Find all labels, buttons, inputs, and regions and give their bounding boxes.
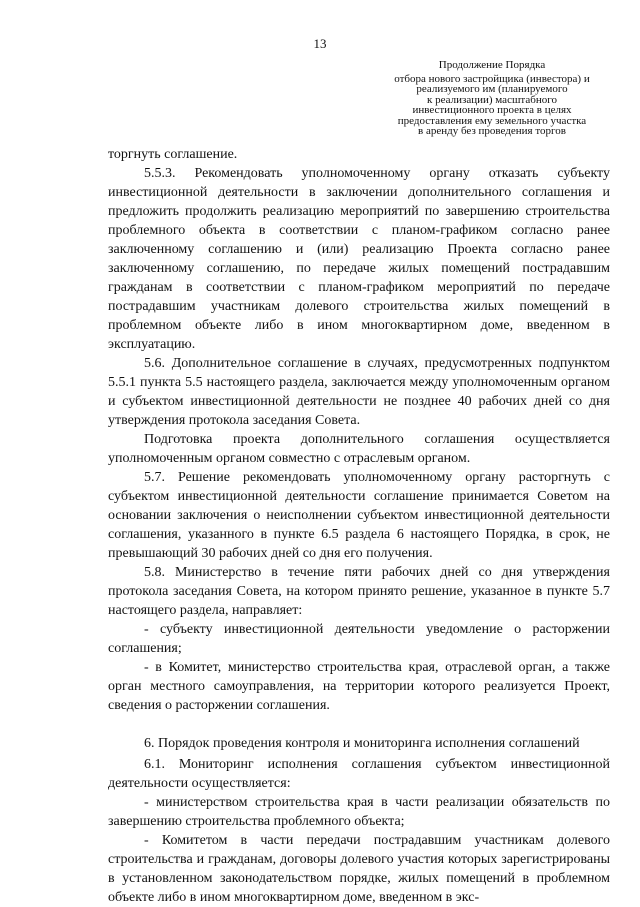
- paragraph-6-1: 6.1. Мониторинг исполнения соглашения субъектом инвестиционной деятельности осуществляется:: [108, 757, 610, 791]
- paragraph-5-6: 5.6. Дополнительное соглашение в случаях, предусмотренных подпунктом 5.5.1 пункта 5.5 настоящего раздела, заключается между уполномоченным органом и субъектом инвестиционной деятельности не позднее 40 рабочих дней со дня утверждения протокола заседания Совета.: [108, 356, 610, 428]
- list-item: - министерством строительства края в части реализации обязательств по завершению строительства проблемного объекта;: [108, 795, 610, 829]
- paragraph-5-7: 5.7. Решение рекомендовать уполномоченному органу расторгнуть с субъектом инвестиционной деятельности соглашение принимается Советом на основании заключения о неисполнении субъектом инвестиционной деятельности соглашения, указанного в пункте 6.5 раздела 6 настоящего Порядка, в срок, не превышающий 30 рабочих дней со дня его получения.: [108, 470, 610, 561]
- paragraph-5-8: 5.8. Министерство в течение пяти рабочих дней со дня утверждения протокола заседания Совета, на котором принято решение, указанное в пункте 5.7 настоящего раздела, направляет:: [108, 565, 610, 618]
- header-continuation: Продолжение Порядка: [438, 59, 546, 71]
- list-item: - в Комитет, министерство строительства края, отраслевой орган, а также орган местного самоуправления, на территории которого реализуется Проект, сведения о расторжении соглашения.: [108, 660, 610, 713]
- header-line: инвестиционного проекта в целях: [412, 104, 572, 116]
- header-line: в аренду без проведения торгов: [418, 125, 566, 137]
- section-heading: 6. Порядок проведения контроля и мониторинга исполнения соглашений: [144, 736, 580, 751]
- page-number: 13: [313, 36, 327, 51]
- document-header: [360, 60, 624, 137]
- paragraph-5-5-3: 5.5.3. Рекомендовать уполномоченному органу отказать субъекту инвестиционной деятельности в заключении дополнительного соглашения и предложить продолжить реализацию мероприятий по завершению строительства проблемного объекта в соответствии с планом-графиком согласно ранее заключенному соглашению и (или) реализацию Проекта согласно ранее заключенному соглашению, по передаче жилых помещений пострадавшим гражданам в соответствии с планом-графиком мероприятий по передаче пострадавшим участникам долевого строительства жилых помещений в проблемном объекте либо в ином многоквартирном доме, введенном в эксплуатацию.: [108, 166, 610, 352]
- paragraph: торгнуть соглашение.: [108, 147, 238, 162]
- paragraph: Подготовка проекта дополнительного соглашения осуществляется уполномоченным органом совместно с отраслевым органом.: [108, 432, 610, 466]
- header-line: реализуемого им (планируемого: [416, 83, 568, 95]
- list-item: - Комитетом в части передачи пострадавшим участникам долевого строительства и гражданам, договоры долевого участия которых зарегистрированы в установленном законодательством порядке, жилых помещений в проблемном объекте либо в ином многоквартирном доме, введенном в экс-: [108, 833, 610, 905]
- document-body: [108, 145, 610, 907]
- header-line: к реализации) масштабного: [427, 93, 557, 106]
- header-line: предоставления ему земельного участка: [397, 114, 587, 127]
- header-line: отбора нового застройщика (инвестора) и: [394, 72, 590, 85]
- list-item: - субъекту инвестиционной деятельности уведомление о расторжении соглашения;: [108, 622, 610, 656]
